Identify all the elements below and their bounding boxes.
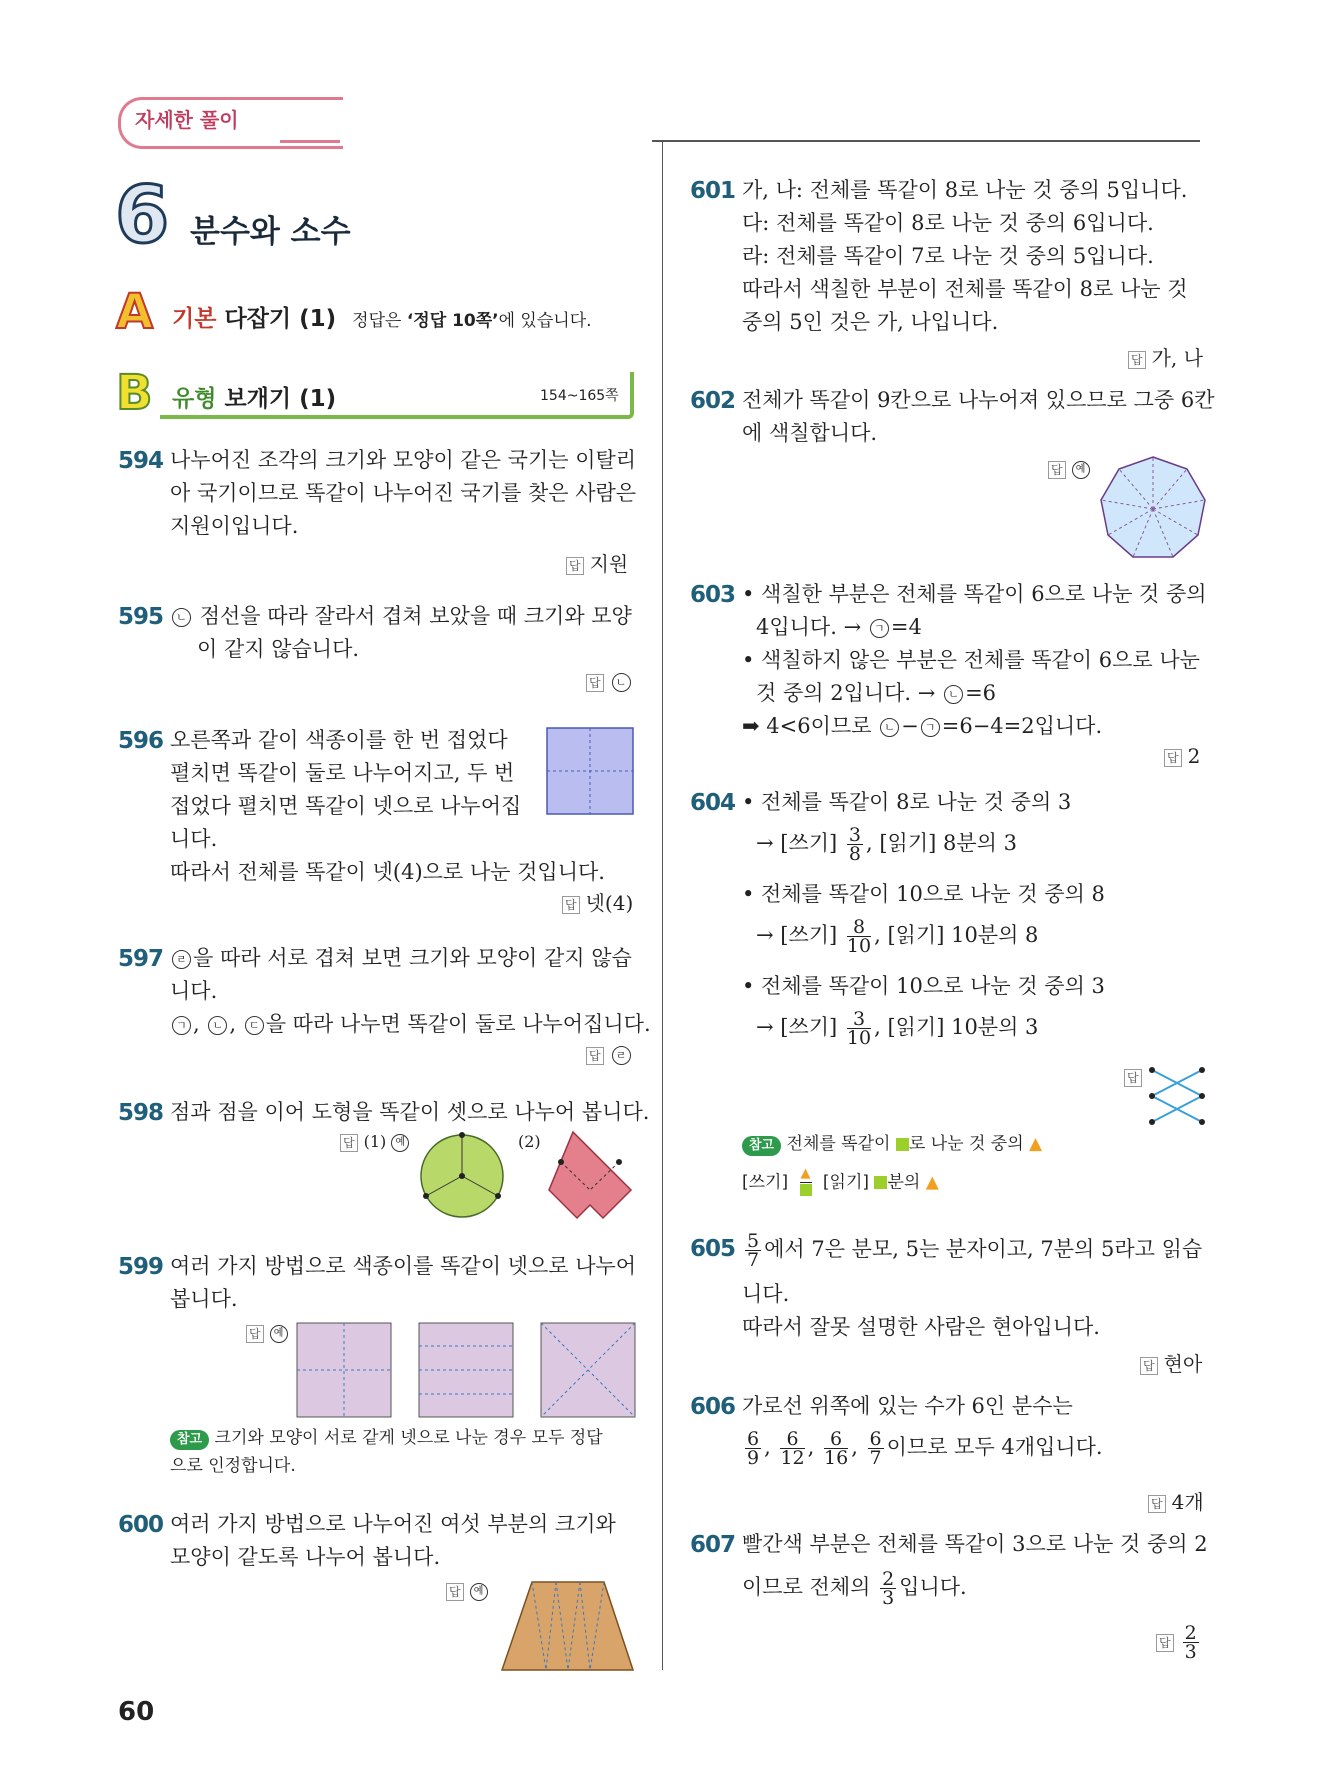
trapezoid-figure bbox=[500, 1580, 635, 1672]
p595-line2: 이 같지 않습니다. bbox=[197, 637, 360, 661]
column-divider bbox=[662, 140, 663, 1670]
p606-line1: 가로선 위쪽에 있는 수가 6인 분수는 bbox=[742, 1394, 1073, 1418]
p604-note-line2: [쓰기] ▲ [읽기] 분의 ▲ bbox=[742, 1166, 939, 1199]
problem-597-number: 597 bbox=[118, 946, 164, 972]
problem-599-number: 599 bbox=[118, 1254, 164, 1280]
folded-paper-figure bbox=[546, 727, 634, 815]
red-shape-figure bbox=[545, 1130, 635, 1222]
p603-answer: 답 2 bbox=[1164, 744, 1200, 768]
p596-line3: 접었다 펼치면 똑같이 넷으로 나누어집 bbox=[170, 794, 522, 818]
p603-line5: ➡ 4<6이므로 ㄴ − ㄱ =6−4=2입니다. bbox=[742, 714, 1103, 738]
p597-line2: 니다. bbox=[170, 979, 218, 1003]
p603-line1: • 색칠한 부분은 전체를 똑같이 6으로 나눈 것 중의 bbox=[742, 582, 1207, 606]
problem-602-number: 602 bbox=[690, 388, 736, 414]
p607-answer: 답 $\frac{2}{3}$ bbox=[1156, 1624, 1202, 1661]
p604-write1: → [쓰기] $\frac{3}{8}$ , [읽기] 8분의 3 bbox=[756, 824, 1017, 865]
p599-line2: 봅니다. bbox=[170, 1287, 238, 1311]
section-b-pages: 154~165쪽 bbox=[540, 388, 619, 404]
p598-answer1: 답 (1) 예 bbox=[340, 1132, 409, 1152]
header-rule bbox=[652, 140, 1200, 142]
problem-607-number: 607 bbox=[690, 1532, 736, 1558]
header-badge-text: 자세한 풀이 bbox=[135, 108, 239, 132]
p595-answer: 답 ㄴ bbox=[586, 669, 633, 693]
p599-answer: 답 예 bbox=[246, 1320, 288, 1344]
p604-write3: → [쓰기] $\frac{3}{10}$ , [읽기] 10분의 3 bbox=[756, 1008, 1039, 1049]
p601-line5: 중의 5인 것은 가, 나입니다. bbox=[742, 310, 999, 334]
problem-594-number: 594 bbox=[118, 448, 164, 474]
section-a-t1: 기본 bbox=[172, 306, 217, 332]
section-b-letter: B bbox=[116, 365, 153, 421]
chapter-number: 6 bbox=[115, 171, 170, 261]
chapter-title: 분수와 소수 bbox=[190, 214, 351, 250]
matching-lines-figure bbox=[1146, 1064, 1206, 1128]
p595-line1: ㄴ 점선을 따라 잘라서 겹쳐 보았을 때 크기와 모양 bbox=[170, 600, 632, 633]
section-b-t1: 유형 bbox=[172, 386, 217, 412]
p594-answer: 답 지원 bbox=[566, 548, 628, 577]
p600-line1: 여러 가지 방법으로 나누어진 여섯 부분의 크기와 bbox=[170, 1512, 616, 1536]
section-a-letter: A bbox=[116, 284, 154, 340]
section-a-title bbox=[172, 300, 592, 333]
p599-note-line2: 으로 인정합니다. bbox=[170, 1456, 296, 1476]
p601-line3: 라: 전체를 똑같이 7로 나눈 것 중의 5입니다. bbox=[742, 244, 1154, 268]
p605-line2: 니다. bbox=[742, 1282, 790, 1306]
section-b-title bbox=[172, 380, 336, 413]
p598-answer2: (2) bbox=[518, 1132, 541, 1151]
p602-line1: 전체가 똑같이 9칸으로 나누어져 있으므로 그중 6칸 bbox=[742, 388, 1215, 412]
p600-answer: 답 예 bbox=[446, 1578, 488, 1602]
page-number: 60 bbox=[118, 1697, 155, 1727]
p594-line2: 아 국기이므로 똑같이 나누어진 국기를 찾은 사람은 bbox=[170, 481, 637, 505]
problem-595-number: 595 bbox=[118, 604, 164, 630]
p602-answer: 답 예 bbox=[1048, 456, 1090, 480]
problem-596-number: 596 bbox=[118, 728, 164, 754]
p601-line2: 다: 전체를 똑같이 8로 나눈 것 중의 6입니다. bbox=[742, 211, 1154, 235]
p604-bullet3: • 전체를 똑같이 10으로 나눈 것 중의 3 bbox=[742, 974, 1105, 998]
p604-bullet2: • 전체를 똑같이 10으로 나눈 것 중의 8 bbox=[742, 882, 1105, 906]
p604-write2: → [쓰기] $\frac{8}{10}$ , [읽기] 10분의 8 bbox=[756, 916, 1039, 957]
p601-line1: 가, 나: 전체를 똑같이 8로 나눈 것 중의 5입니다. bbox=[742, 178, 1188, 202]
p597-line3: ㄱ , ㄴ , ㄷ 을 따라 나누면 똑같이 둘로 나누어집니다. bbox=[170, 1008, 651, 1041]
paper-division-figures bbox=[296, 1322, 638, 1418]
p603-line2: 4입니다. → ㄱ =4 bbox=[756, 615, 922, 639]
p601-answer: 답 가, 나 bbox=[1128, 342, 1203, 371]
p600-line2: 모양이 같도록 나누어 봅니다. bbox=[170, 1545, 441, 1569]
p605-line3: 따라서 잘못 설명한 사람은 현아입니다. bbox=[742, 1315, 1100, 1339]
p594-line3: 지원이입니다. bbox=[170, 514, 299, 538]
p602-line2: 에 색칠합니다. bbox=[742, 421, 878, 445]
p606-line2: $\frac{6}{9}$ , $\frac{6}{12}$ , $\frac{6}{16}$ , $\frac{6}{7}$ 이므로 모두 4개입니다. bbox=[747, 1428, 1103, 1469]
p604-note-line1: 참고 전체를 똑같이 로 나눈 것 중의 ▲ bbox=[742, 1130, 1042, 1158]
problem-605-number: 605 bbox=[690, 1236, 736, 1262]
p607-line2: 이므로 전체의 $\frac{2}{3}$ 입니다. bbox=[742, 1568, 967, 1609]
problem-598-number: 598 bbox=[118, 1100, 164, 1126]
p596-line2: 펼치면 똑같이 둘로 나누어지고, 두 번 bbox=[170, 761, 515, 785]
p594-line1: 나누어진 조각의 크기와 모양이 같은 국기는 이탈리 bbox=[170, 448, 637, 472]
p599-line1: 여러 가지 방법으로 색종이를 똑같이 넷으로 나누어 bbox=[170, 1254, 637, 1278]
nonagon-figure bbox=[1098, 455, 1208, 560]
p605-line1: $\frac{5}{7}$ 에서 7은 분모, 5는 분자이고, 7분의 5라고 읽습 bbox=[747, 1230, 1203, 1271]
p604-answer: 답 bbox=[1124, 1064, 1148, 1088]
p596-line4: 니다. bbox=[170, 827, 218, 851]
p607-line1: 빨간색 부분은 전체를 똑같이 3으로 나눈 것 중의 2 bbox=[742, 1532, 1208, 1556]
problem-600-number: 600 bbox=[118, 1512, 164, 1538]
problem-606-number: 606 bbox=[690, 1394, 736, 1420]
section-b-t2: 보개기 (1) bbox=[224, 386, 337, 412]
p606-answer: 답 4개 bbox=[1148, 1486, 1204, 1515]
p599-note-line1: 참고 크기와 모양이 서로 같게 넷으로 나눈 경우 모두 정답 bbox=[170, 1424, 603, 1452]
p597-answer: 답 ㄹ bbox=[586, 1042, 633, 1066]
problem-601-number: 601 bbox=[690, 178, 736, 204]
p604-bullet1: • 전체를 똑같이 8로 나눈 것 중의 3 bbox=[742, 790, 1072, 814]
header-underline bbox=[280, 140, 340, 143]
p598-line1: 점과 점을 이어 도형을 똑같이 셋으로 나누어 봅니다. bbox=[170, 1100, 650, 1124]
p596-line1: 오른쪽과 같이 색종이를 한 번 접었다 bbox=[170, 728, 508, 752]
problem-604-number: 604 bbox=[690, 790, 736, 816]
p603-line4: 것 중의 2입니다. → ㄴ =6 bbox=[756, 681, 997, 705]
circle-divided-figure bbox=[418, 1132, 506, 1220]
section-a-t2: 다잡기 (1) bbox=[224, 306, 337, 332]
p603-line3: • 색칠하지 않은 부분은 전체를 똑같이 6으로 나눈 bbox=[742, 648, 1200, 672]
p596-line5: 따라서 전체를 똑같이 넷(4)으로 나눈 것입니다. bbox=[170, 860, 605, 884]
p597-line1: ㄹ 을 따라 서로 겹쳐 보면 크기와 모양이 같지 않습 bbox=[170, 942, 632, 975]
p601-line4: 따라서 색칠한 부분이 전체를 똑같이 8로 나눈 것 bbox=[742, 277, 1188, 301]
p596-answer: 답 넷(4) bbox=[562, 887, 633, 916]
p605-answer: 답 현아 bbox=[1140, 1348, 1202, 1377]
section-a-note: 정답은 ‘정답 10쪽’에 있습니다. bbox=[352, 311, 592, 331]
problem-603-number: 603 bbox=[690, 582, 736, 608]
